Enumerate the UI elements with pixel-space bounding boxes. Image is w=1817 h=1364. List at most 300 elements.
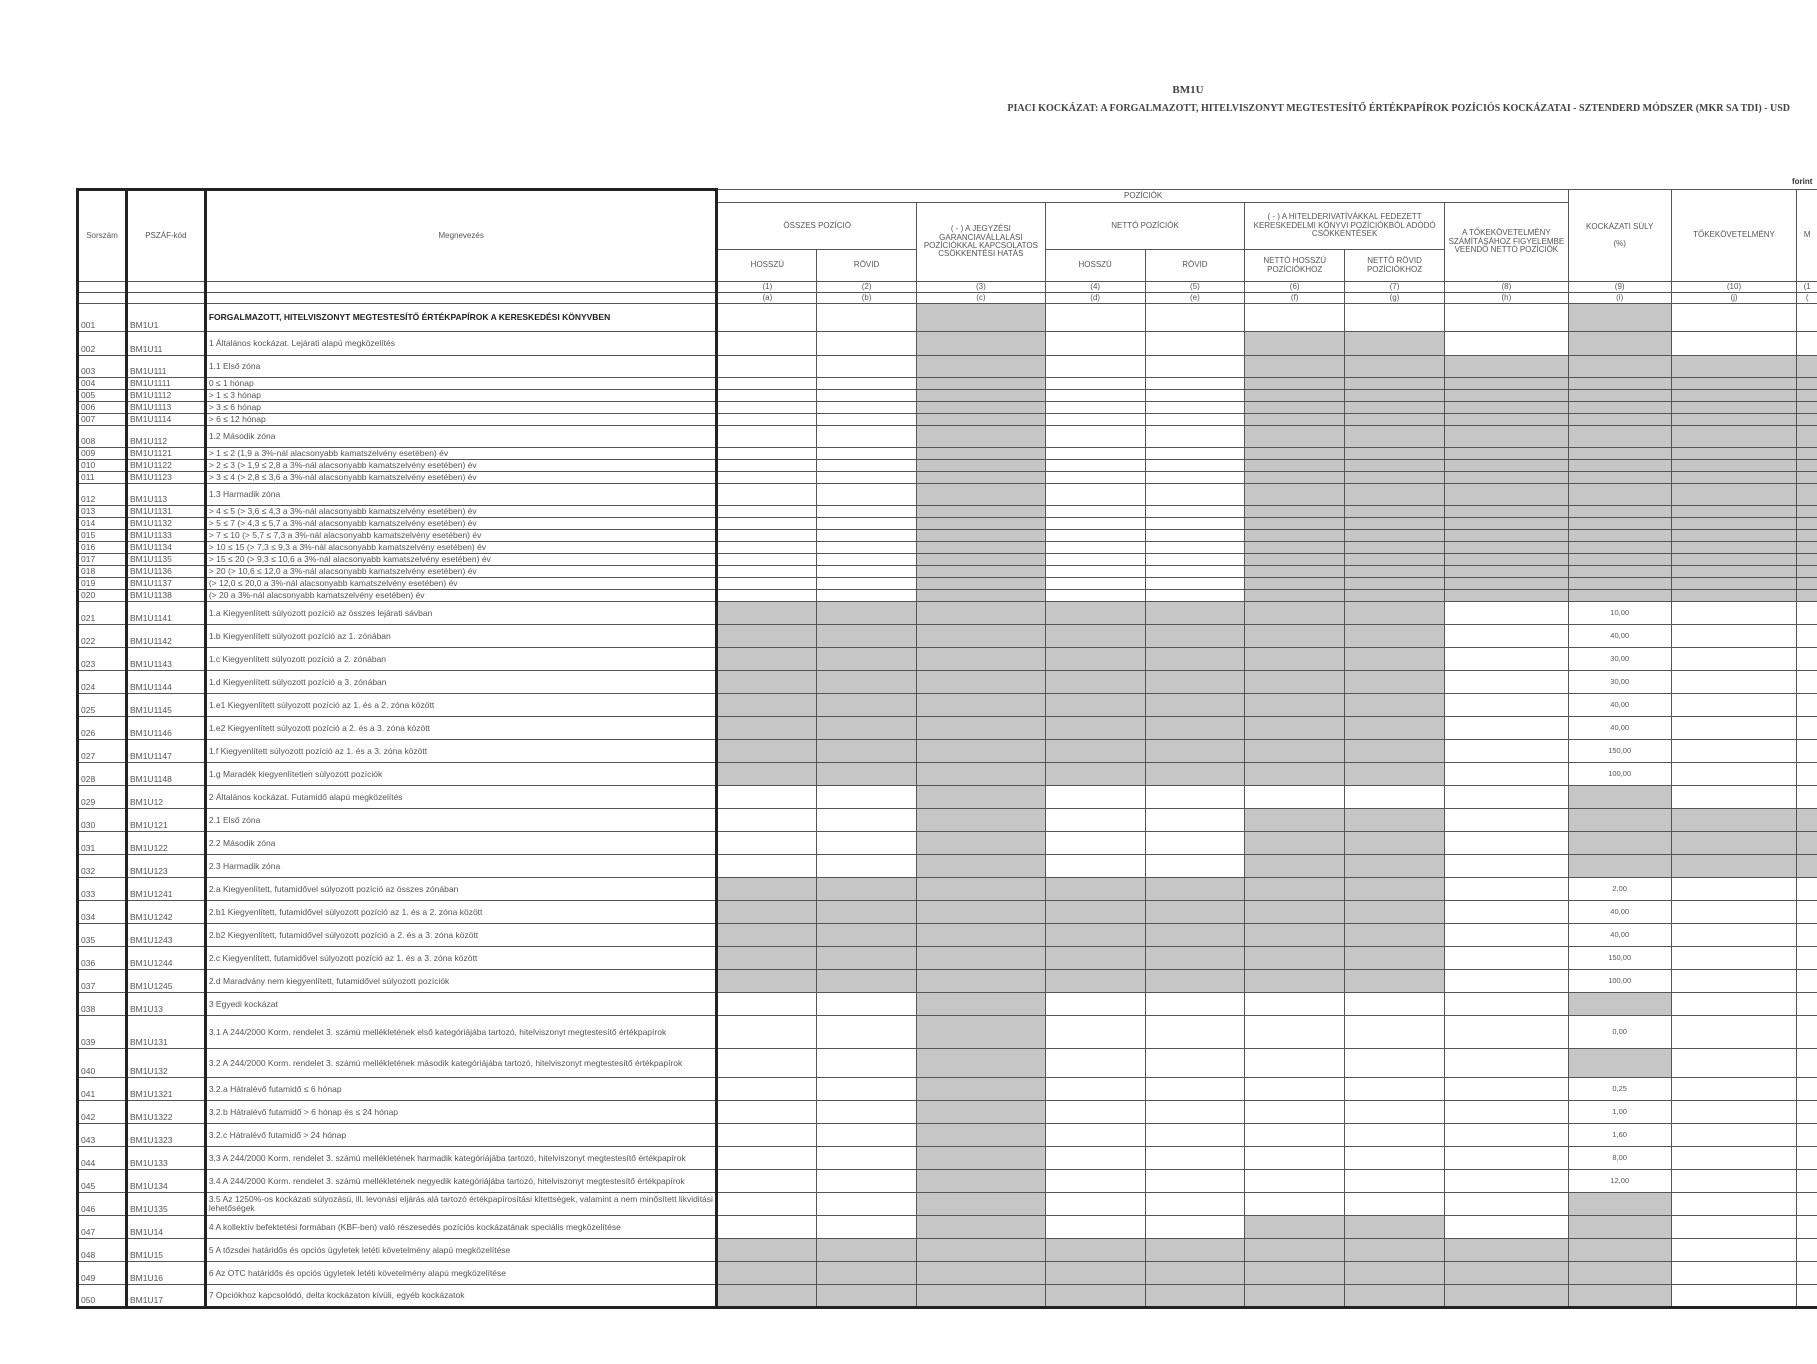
input-cell[interactable] — [817, 832, 917, 855]
disabled-cell — [1045, 1239, 1145, 1262]
input-cell[interactable] — [1444, 1016, 1568, 1049]
input-cell[interactable] — [1145, 1124, 1245, 1147]
risk-weight-cell[interactable]: 8,00 — [1568, 1147, 1671, 1170]
input-cell[interactable] — [1671, 1262, 1797, 1285]
input-cell[interactable] — [1345, 1049, 1445, 1078]
input-cell[interactable] — [1797, 1124, 1817, 1147]
input-cell[interactable] — [1045, 448, 1145, 460]
disabled-cell — [916, 625, 1045, 648]
input-cell[interactable] — [1444, 648, 1568, 671]
input-cell[interactable] — [717, 460, 817, 472]
input-cell[interactable] — [1045, 518, 1145, 530]
input-cell[interactable] — [1145, 554, 1245, 566]
input-cell[interactable] — [717, 530, 817, 542]
disabled-cell — [1797, 356, 1817, 378]
input-cell[interactable] — [717, 809, 817, 832]
input-cell[interactable] — [1444, 1078, 1568, 1101]
input-cell[interactable] — [1671, 1193, 1797, 1216]
disabled-cell — [1145, 1239, 1245, 1262]
input-cell[interactable] — [1671, 1101, 1797, 1124]
input-cell[interactable] — [817, 993, 917, 1016]
input-cell[interactable] — [1797, 1147, 1817, 1170]
input-cell[interactable] — [1671, 763, 1797, 786]
input-cell[interactable] — [1045, 426, 1145, 448]
input-cell[interactable] — [717, 1049, 817, 1078]
input-cell[interactable] — [1671, 901, 1797, 924]
input-cell[interactable] — [717, 554, 817, 566]
table-row — [78, 1016, 1817, 1049]
input-cell[interactable] — [1444, 809, 1568, 832]
row-number: 024 — [78, 671, 127, 694]
input-cell[interactable] — [1145, 332, 1245, 356]
input-cell[interactable] — [717, 304, 817, 332]
input-cell[interactable] — [1045, 554, 1145, 566]
risk-weight-cell — [1568, 448, 1671, 460]
input-cell[interactable] — [1671, 786, 1797, 809]
input-cell[interactable] — [1145, 1016, 1245, 1049]
risk-weight-cell[interactable]: 0,25 — [1568, 1078, 1671, 1101]
input-cell[interactable] — [1045, 390, 1145, 402]
input-cell[interactable] — [1045, 378, 1145, 390]
input-cell[interactable] — [1045, 832, 1145, 855]
input-cell[interactable] — [1145, 786, 1245, 809]
input-cell[interactable] — [717, 472, 817, 484]
input-cell[interactable] — [817, 566, 917, 578]
input-cell[interactable] — [1045, 304, 1145, 332]
risk-weight-cell[interactable]: 150,00 — [1568, 740, 1671, 763]
input-cell[interactable] — [1245, 304, 1345, 332]
disabled-cell — [916, 878, 1045, 901]
input-cell[interactable] — [717, 1193, 817, 1216]
disabled-cell — [1797, 426, 1817, 448]
input-cell[interactable] — [817, 554, 917, 566]
input-cell[interactable] — [1444, 924, 1568, 947]
input-cell[interactable] — [1145, 1078, 1245, 1101]
input-cell[interactable] — [1045, 809, 1145, 832]
input-cell[interactable] — [717, 1216, 817, 1239]
input-cell[interactable] — [1145, 414, 1245, 426]
input-cell[interactable] — [1797, 1239, 1817, 1262]
input-cell[interactable] — [1145, 1170, 1245, 1193]
input-cell[interactable] — [1671, 1239, 1797, 1262]
input-cell[interactable] — [1245, 1170, 1345, 1193]
input-cell[interactable] — [1444, 970, 1568, 993]
input-cell[interactable] — [1797, 332, 1817, 356]
input-cell[interactable] — [717, 402, 817, 414]
input-cell[interactable] — [817, 1147, 917, 1170]
input-cell[interactable] — [1671, 878, 1797, 901]
input-cell[interactable] — [1444, 625, 1568, 648]
input-cell[interactable] — [1797, 1078, 1817, 1101]
risk-weight-cell[interactable]: 0,00 — [1568, 1016, 1671, 1049]
input-cell[interactable] — [1444, 304, 1568, 332]
disabled-cell — [1145, 970, 1245, 993]
input-cell[interactable] — [1671, 740, 1797, 763]
input-cell[interactable] — [717, 414, 817, 426]
input-cell[interactable] — [1797, 878, 1817, 901]
input-cell[interactable] — [717, 855, 817, 878]
input-cell[interactable] — [1797, 924, 1817, 947]
input-cell[interactable] — [717, 590, 817, 602]
input-cell[interactable] — [1444, 855, 1568, 878]
input-cell[interactable] — [717, 484, 817, 506]
input-cell[interactable] — [1245, 1101, 1345, 1124]
input-cell[interactable] — [717, 378, 817, 390]
input-cell[interactable] — [1671, 602, 1797, 625]
input-cell[interactable] — [817, 426, 917, 448]
input-cell[interactable] — [1045, 472, 1145, 484]
input-cell[interactable] — [1045, 542, 1145, 554]
input-cell[interactable] — [1045, 356, 1145, 378]
input-cell[interactable] — [1045, 484, 1145, 506]
row-code: BM1U1144 — [126, 671, 205, 694]
input-cell[interactable] — [817, 414, 917, 426]
input-cell[interactable] — [717, 786, 817, 809]
input-cell[interactable] — [1797, 1049, 1817, 1078]
input-cell[interactable] — [1671, 717, 1797, 740]
input-cell[interactable] — [1797, 304, 1817, 332]
input-cell[interactable] — [1444, 1101, 1568, 1124]
input-cell[interactable] — [1245, 1147, 1345, 1170]
input-cell[interactable] — [1045, 993, 1145, 1016]
disabled-cell — [1797, 578, 1817, 590]
input-cell[interactable] — [1045, 1078, 1145, 1101]
input-cell[interactable] — [817, 378, 917, 390]
risk-weight-cell[interactable]: 40,00 — [1568, 924, 1671, 947]
input-cell[interactable] — [1444, 717, 1568, 740]
input-cell[interactable] — [717, 1016, 817, 1049]
input-cell[interactable] — [1045, 530, 1145, 542]
input-cell[interactable] — [1145, 390, 1245, 402]
input-cell[interactable] — [1045, 1016, 1145, 1049]
row-number: 035 — [78, 924, 127, 947]
input-cell[interactable] — [1671, 304, 1797, 332]
input-cell[interactable] — [817, 1193, 917, 1216]
disabled-cell — [1671, 832, 1797, 855]
input-cell[interactable] — [1045, 566, 1145, 578]
input-cell[interactable] — [1245, 1016, 1345, 1049]
input-cell[interactable] — [1045, 578, 1145, 590]
risk-weight-cell[interactable]: 2,00 — [1568, 878, 1671, 901]
input-cell[interactable] — [1145, 1101, 1245, 1124]
input-cell[interactable] — [1045, 414, 1145, 426]
input-cell[interactable] — [1797, 970, 1817, 993]
input-cell[interactable] — [817, 1016, 917, 1049]
input-cell[interactable] — [1797, 993, 1817, 1016]
input-cell[interactable] — [1444, 740, 1568, 763]
input-cell[interactable] — [717, 566, 817, 578]
disabled-cell — [1245, 878, 1345, 901]
input-cell[interactable] — [817, 518, 917, 530]
input-cell[interactable] — [1145, 809, 1245, 832]
input-cell[interactable] — [1245, 1049, 1345, 1078]
input-cell[interactable] — [1145, 472, 1245, 484]
input-cell[interactable] — [1145, 1193, 1245, 1216]
input-cell[interactable] — [717, 332, 817, 356]
input-cell[interactable] — [1045, 1216, 1145, 1239]
disabled-cell — [1245, 332, 1345, 356]
table-row — [78, 554, 1817, 566]
input-cell[interactable] — [817, 1101, 917, 1124]
input-cell[interactable] — [1145, 530, 1245, 542]
input-cell[interactable] — [1444, 901, 1568, 924]
table-row — [78, 648, 1817, 671]
input-cell[interactable] — [717, 426, 817, 448]
risk-weight-cell — [1568, 356, 1671, 378]
input-cell[interactable] — [817, 460, 917, 472]
input-cell[interactable] — [1797, 694, 1817, 717]
input-cell[interactable] — [1671, 993, 1797, 1016]
risk-weight-cell — [1568, 1216, 1671, 1239]
input-cell[interactable] — [1797, 786, 1817, 809]
row-name: 3.3 A 244/2000 Korm. rendelet 3. számú mellékletének harmadik kategóriájába tartozó, hitelviszonyt megtestesítő értékpapírok — [205, 1147, 717, 1170]
input-cell[interactable] — [817, 332, 917, 356]
input-cell[interactable] — [1145, 518, 1245, 530]
row-number: 002 — [78, 332, 127, 356]
input-cell[interactable] — [1045, 1101, 1145, 1124]
input-cell[interactable] — [1444, 878, 1568, 901]
risk-weight-cell[interactable]: 12,00 — [1568, 1170, 1671, 1193]
row-name: 3.5 Az 1250%-os kockázati súlyozású, ill. levonási eljárás alá tartozó értékpapírosítási kitettségek, valamint a nem minősített likviditási lehetőségek — [205, 1193, 717, 1216]
input-cell[interactable] — [817, 1124, 917, 1147]
input-cell[interactable] — [1345, 1193, 1445, 1216]
input-cell[interactable] — [1671, 1170, 1797, 1193]
input-cell[interactable] — [1444, 1147, 1568, 1170]
risk-weight-cell[interactable]: 100,00 — [1568, 763, 1671, 786]
input-cell[interactable] — [1145, 506, 1245, 518]
input-cell[interactable] — [1797, 1193, 1817, 1216]
input-cell[interactable] — [1145, 1049, 1245, 1078]
input-cell[interactable] — [1671, 648, 1797, 671]
risk-weight-cell[interactable]: 40,00 — [1568, 901, 1671, 924]
input-cell[interactable] — [817, 1078, 917, 1101]
input-cell[interactable] — [717, 542, 817, 554]
input-cell[interactable] — [1797, 901, 1817, 924]
table-row — [78, 1285, 1817, 1308]
input-cell[interactable] — [817, 484, 917, 506]
input-cell[interactable] — [1444, 993, 1568, 1016]
input-cell[interactable] — [817, 448, 917, 460]
input-cell[interactable] — [1345, 1147, 1445, 1170]
input-cell[interactable] — [1797, 740, 1817, 763]
input-cell[interactable] — [1145, 484, 1245, 506]
input-cell[interactable] — [1145, 1147, 1245, 1170]
input-cell[interactable] — [717, 390, 817, 402]
input-cell[interactable] — [1444, 1216, 1568, 1239]
input-cell[interactable] — [1671, 1285, 1797, 1308]
input-cell[interactable] — [717, 832, 817, 855]
input-cell[interactable] — [1444, 694, 1568, 717]
input-cell[interactable] — [1145, 542, 1245, 554]
input-cell[interactable] — [1245, 1193, 1345, 1216]
input-cell[interactable] — [1045, 786, 1145, 809]
input-cell[interactable] — [1245, 1078, 1345, 1101]
input-cell[interactable] — [717, 448, 817, 460]
col-letter-3: (c) — [916, 293, 1045, 304]
risk-weight-cell[interactable]: 150,00 — [1568, 947, 1671, 970]
input-cell[interactable] — [1045, 1049, 1145, 1078]
row-code: BM1U1146 — [126, 717, 205, 740]
disabled-cell — [1345, 472, 1445, 484]
input-cell[interactable] — [1671, 970, 1797, 993]
input-cell[interactable] — [717, 356, 817, 378]
disabled-cell — [1345, 740, 1445, 763]
input-cell[interactable] — [1345, 786, 1445, 809]
input-cell[interactable] — [1671, 332, 1797, 356]
input-cell[interactable] — [1145, 566, 1245, 578]
input-cell[interactable] — [1045, 590, 1145, 602]
input-cell[interactable] — [1345, 1101, 1445, 1124]
input-cell[interactable] — [1671, 671, 1797, 694]
input-cell[interactable] — [1145, 356, 1245, 378]
input-cell[interactable] — [1145, 590, 1245, 602]
risk-weight-cell[interactable]: 100,00 — [1568, 970, 1671, 993]
input-cell[interactable] — [1444, 671, 1568, 694]
input-cell[interactable] — [1045, 1124, 1145, 1147]
risk-weight-cell[interactable]: 40,00 — [1568, 717, 1671, 740]
input-cell[interactable] — [1145, 1216, 1245, 1239]
input-cell[interactable] — [1444, 602, 1568, 625]
input-cell[interactable] — [1145, 378, 1245, 390]
input-cell[interactable] — [1245, 1124, 1345, 1147]
input-cell[interactable] — [817, 542, 917, 554]
input-cell[interactable] — [717, 993, 817, 1016]
input-cell[interactable] — [1145, 993, 1245, 1016]
input-cell[interactable] — [817, 530, 917, 542]
input-cell[interactable] — [1797, 1216, 1817, 1239]
input-cell[interactable] — [1345, 1078, 1445, 1101]
input-cell[interactable] — [717, 518, 817, 530]
input-cell[interactable] — [1444, 1193, 1568, 1216]
disabled-cell — [1444, 460, 1568, 472]
disabled-cell — [916, 402, 1045, 414]
input-cell[interactable] — [1045, 1147, 1145, 1170]
input-cell[interactable] — [1797, 947, 1817, 970]
input-cell[interactable] — [1444, 763, 1568, 786]
input-cell[interactable] — [1045, 506, 1145, 518]
input-cell[interactable] — [817, 402, 917, 414]
input-cell[interactable] — [817, 356, 917, 378]
input-cell[interactable] — [717, 1147, 817, 1170]
input-cell[interactable] — [1145, 578, 1245, 590]
input-cell[interactable] — [1797, 1262, 1817, 1285]
input-cell[interactable] — [1797, 1170, 1817, 1193]
input-cell[interactable] — [1797, 602, 1817, 625]
input-cell[interactable] — [1145, 855, 1245, 878]
input-cell[interactable] — [1797, 1101, 1817, 1124]
input-cell[interactable] — [1145, 402, 1245, 414]
input-cell[interactable] — [717, 1170, 817, 1193]
input-cell[interactable] — [1045, 1193, 1145, 1216]
input-cell[interactable] — [1797, 717, 1817, 740]
input-cell[interactable] — [817, 304, 917, 332]
risk-weight-cell[interactable]: 1,60 — [1568, 1124, 1671, 1147]
input-cell[interactable] — [717, 506, 817, 518]
input-cell[interactable] — [1671, 947, 1797, 970]
input-cell[interactable] — [817, 1170, 917, 1193]
input-cell[interactable] — [1671, 924, 1797, 947]
input-cell[interactable] — [817, 855, 917, 878]
input-cell[interactable] — [1797, 648, 1817, 671]
input-cell[interactable] — [1444, 832, 1568, 855]
input-cell[interactable] — [1444, 1170, 1568, 1193]
input-cell[interactable] — [1671, 694, 1797, 717]
input-cell[interactable] — [1444, 947, 1568, 970]
input-cell[interactable] — [1145, 460, 1245, 472]
input-cell[interactable] — [1444, 332, 1568, 356]
input-cell[interactable] — [1145, 832, 1245, 855]
input-cell[interactable] — [1245, 786, 1345, 809]
table-row — [78, 1078, 1817, 1101]
input-cell[interactable] — [1045, 460, 1145, 472]
input-cell[interactable] — [1444, 786, 1568, 809]
input-cell[interactable] — [717, 1124, 817, 1147]
input-cell[interactable] — [1345, 304, 1445, 332]
input-cell[interactable] — [1671, 1147, 1797, 1170]
input-cell[interactable] — [1671, 625, 1797, 648]
table-row — [78, 1101, 1817, 1124]
disabled-cell — [717, 625, 817, 648]
input-cell[interactable] — [717, 1078, 817, 1101]
input-cell[interactable] — [1444, 1049, 1568, 1078]
input-cell[interactable] — [1145, 448, 1245, 460]
risk-weight-cell[interactable]: 1,00 — [1568, 1101, 1671, 1124]
risk-weight-cell[interactable]: 30,00 — [1568, 671, 1671, 694]
input-cell[interactable] — [1145, 426, 1245, 448]
input-cell[interactable] — [1145, 304, 1245, 332]
input-cell[interactable] — [1444, 1124, 1568, 1147]
input-cell[interactable] — [1045, 402, 1145, 414]
input-cell[interactable] — [1797, 1285, 1817, 1308]
input-cell[interactable] — [1797, 1016, 1817, 1049]
disabled-cell — [1245, 378, 1345, 390]
input-cell[interactable] — [1345, 1124, 1445, 1147]
input-cell[interactable] — [1045, 1170, 1145, 1193]
input-cell[interactable] — [1045, 855, 1145, 878]
input-cell[interactable] — [1671, 1049, 1797, 1078]
input-cell[interactable] — [717, 1101, 817, 1124]
input-cell[interactable] — [1045, 332, 1145, 356]
risk-weight-cell[interactable]: 40,00 — [1568, 625, 1671, 648]
input-cell[interactable] — [817, 809, 917, 832]
input-cell[interactable] — [1797, 625, 1817, 648]
input-cell[interactable] — [817, 578, 917, 590]
input-cell[interactable] — [1345, 993, 1445, 1016]
input-cell[interactable] — [817, 590, 917, 602]
risk-weight-cell[interactable]: 40,00 — [1568, 694, 1671, 717]
input-cell[interactable] — [1671, 1078, 1797, 1101]
risk-weight-cell[interactable]: 10,00 — [1568, 602, 1671, 625]
input-cell[interactable] — [1671, 1016, 1797, 1049]
input-cell[interactable] — [817, 1049, 917, 1078]
row-code: BM1U1136 — [126, 566, 205, 578]
input-cell[interactable] — [1671, 1124, 1797, 1147]
input-cell[interactable] — [817, 390, 917, 402]
input-cell[interactable] — [1671, 1216, 1797, 1239]
disabled-cell — [1671, 402, 1797, 414]
input-cell[interactable] — [817, 472, 917, 484]
input-cell[interactable] — [1797, 763, 1817, 786]
input-cell[interactable] — [717, 578, 817, 590]
input-cell[interactable] — [1345, 1016, 1445, 1049]
input-cell[interactable] — [1245, 993, 1345, 1016]
risk-weight-cell[interactable]: 30,00 — [1568, 648, 1671, 671]
input-cell[interactable] — [1797, 671, 1817, 694]
input-cell[interactable] — [817, 1216, 917, 1239]
input-cell[interactable] — [817, 786, 917, 809]
input-cell[interactable] — [1345, 1170, 1445, 1193]
input-cell[interactable] — [817, 506, 917, 518]
